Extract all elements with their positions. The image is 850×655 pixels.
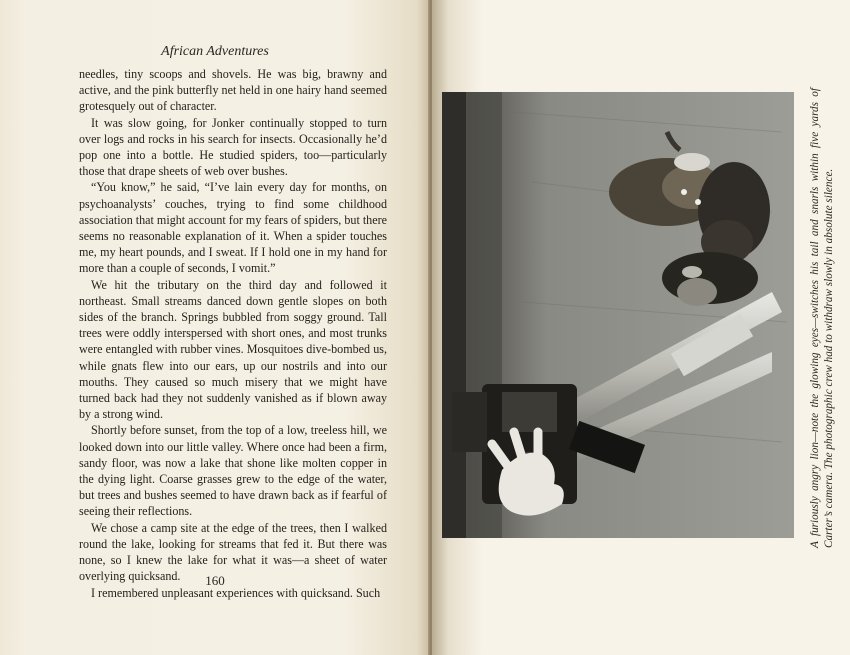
paragraph: Shortly before sunset, from the top of a low, treeless hill, we looked down into our little valley. Where once had been a firm, sandy floor, was now a lake that shone like molten copper in the dying light. Coarse grasses grew to the edge of the water, but trees and bushes seemed to have drawn back as if fearful of seeing their reflections. <box>79 423 387 519</box>
paragraph: I remembered unpleasant experiences with quicksand. Such <box>91 585 381 600</box>
body-text <box>79 66 387 601</box>
lion-photograph <box>442 92 794 538</box>
paragraph: “You know,” he said, “I’ve lain every day for months, on psychoanalysts’ couches, trying to find some childhood association that might account for my fears of spiders, but there seems no reasonable explanation of it. When a spider touches me, my heart pounds, and I sweat. If I hold one in my hand for more than a couple of seconds, I vomit.” <box>79 180 387 276</box>
paragraph: needles, tiny scoops and shovels. He was big, brawny and active, and the pink butterfly net held in one hairy hand seemed grotesquely out of character. <box>79 67 387 114</box>
paragraph: We hit the tributary on the third day and followed it northeast. Small streams danced down gentle slopes on both sides of the branch. Springs bubbled from soggy ground. Tall trees were oddly interspersed with short ones, and most trunks were entangled with rubber vines. Mosquitoes dive-bombed us, while gnats flew into our ears, up our nostrils and into our mouths. They caused so much misery that we might have turned back had they not suddenly vanished as if blown away by a strong wind. <box>79 277 387 422</box>
paragraph: It was slow going, for Jonker continually stopped to turn over logs and rocks in his search for insects. Occasionally he’d pop one into a bottle. He studied spiders, too—particularly those that drape sheets of web over bushes. <box>79 115 387 179</box>
paragraph: We chose a camp site at the edge of the trees, then I walked round the lake, looking for streams that fed it. But there was none, so I knew the lake for what it was—a sheet of water overlying quicksand. <box>79 520 387 584</box>
photo-caption: A furiously angry lion—note the glowing eyes—switches his tail and snarls within five yards of Carter’s camera. The photographic crew had to withdraw slowly in absolute silence. <box>809 88 835 548</box>
running-head: African Adventures <box>161 44 269 59</box>
photo-image <box>442 92 794 538</box>
page-number: 160 <box>205 573 225 588</box>
